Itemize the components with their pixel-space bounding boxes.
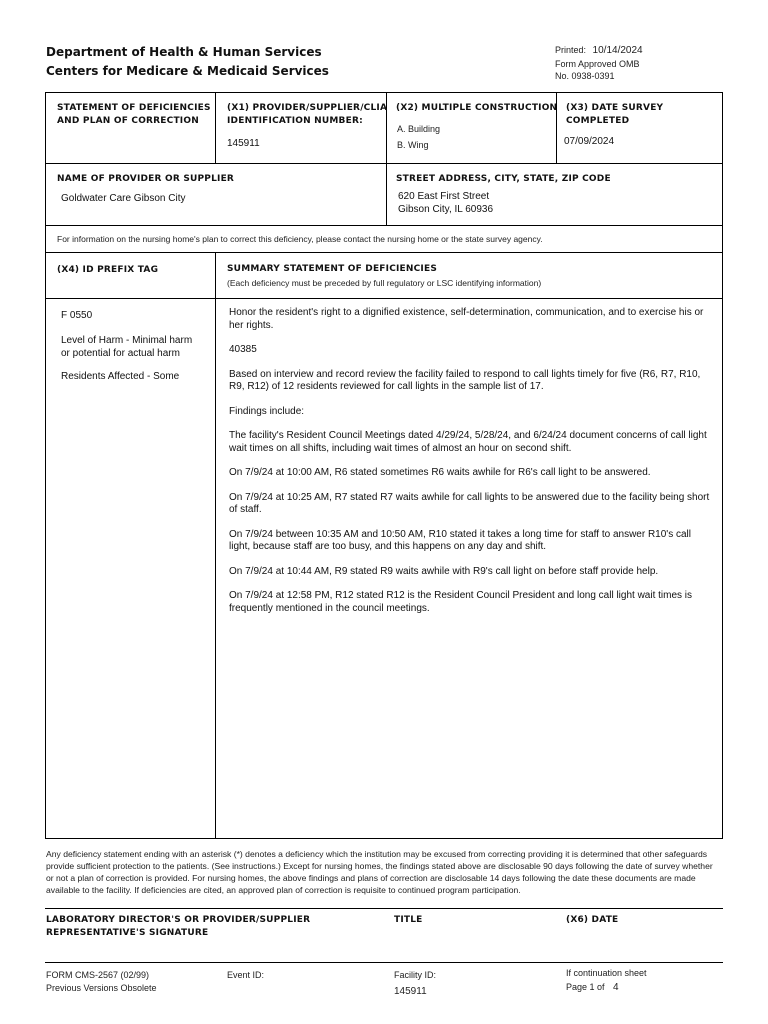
- provider-name-label: NAME OF PROVIDER OR SUPPLIER: [57, 174, 235, 184]
- printed-label: Printed:: [555, 45, 587, 55]
- continuation-note: If continuation sheet: [566, 968, 647, 978]
- disclaimer: Any deficiency statement ending with an asterisk (*) denotes a deficiency which the institution may be excused from correcting providing it is determined that other safeguards provide sufficient protection to the patients. (See instructions.) Except for nursing homes, the findings stated above are disclosable 90 days following the date of survey whether or not a plan of correction is provided. For nursing homes, the above findings and plans of correction are disclosable 14 days following the date these documents are made available to the facility. If deficiencies are cited, an approved plan of correction is requisite to continued program participation.: [46, 849, 713, 895]
- id-tag: F 0550: [61, 310, 93, 321]
- omb-number: No. 0938-0391: [555, 71, 615, 81]
- date-label: (X6) DATE: [566, 915, 619, 925]
- rule: [45, 92, 46, 839]
- deficiency-summary: [229, 307, 713, 627]
- summary-paragraph: On 7/9/24 at 10:25 AM, R7 stated R7 waits awhile for call lights to be answered due to the facility being short of staff.: [229, 491, 710, 515]
- statement-label: STATEMENT OF DEFICIENCIES AND PLAN OF CORRECTION: [57, 103, 211, 126]
- summary-paragraph: Honor the resident's right to a dignified existence, self-determination, communication, and to exercise his or her rights.: [229, 307, 704, 331]
- event-id-label: Event ID:: [227, 970, 265, 980]
- summary-paragraph: 40385: [229, 344, 257, 355]
- summary-paragraph: On 7/9/24 between 10:35 AM and 10:50 AM, R10 stated it takes a long time for staff to answer R10's call light, because staff are too busy, and this happens on any day and shift.: [229, 528, 691, 552]
- rule: [45, 962, 723, 963]
- obsolete-note: Previous Versions Obsolete: [46, 983, 157, 993]
- summary-paragraph: Based on interview and record review the facility failed to respond to call lights timely for five (R6, R7, R10, R9, R12) of 12 residents reviewed for call lights in the sample list of 17.: [229, 368, 701, 392]
- rule: [45, 252, 723, 253]
- x1-label: (X1) PROVIDER/SUPPLIER/CLIA IDENTIFICATION NUMBER:: [227, 103, 388, 126]
- form-approved: Form Approved OMB: [555, 59, 640, 69]
- summary-paragraph: On 7/9/24 at 10:44 AM, R9 stated R9 waits awhile with R9's call light on before staff provide help.: [229, 565, 659, 577]
- rule: [45, 298, 723, 299]
- page-label: Page 1 of: [566, 982, 605, 992]
- rule: [45, 92, 723, 93]
- centers-title: Centers for Medicare & Medicaid Services: [46, 64, 329, 78]
- printed-date: 10/14/2024: [592, 45, 643, 56]
- rule: [45, 838, 723, 839]
- page-total: 4: [613, 982, 619, 993]
- x2-label: (X2) MULTIPLE CONSTRUCTION: [396, 103, 558, 113]
- rule: [45, 163, 723, 164]
- info-note: For information on the nursing home's plan to correct this deficiency, please contact the nursing home or the state survey agency.: [57, 234, 543, 244]
- rule: [45, 225, 723, 226]
- x2-wing: B. Wing: [397, 140, 429, 150]
- survey-date-value: 07/09/2024: [564, 136, 615, 147]
- x3-label: (X3) DATE SURVEY COMPLETED: [566, 103, 664, 126]
- rule: [215, 252, 216, 839]
- form-number: FORM CMS-2567 (02/99): [46, 970, 150, 980]
- rule: [45, 908, 723, 909]
- summary-paragraph: The facility's Resident Council Meetings dated 4/29/24, 5/28/24, and 6/24/24 document concerns of call light wait times on all shifts, including wait times of almost an hour on second shift.: [229, 430, 707, 454]
- summary-paragraph: On 7/9/24 at 10:00 AM, R6 stated sometimes R6 waits awhile for R6's call light to be answered.: [229, 467, 651, 478]
- harm-level: Level of Harm - Minimal harm or potential for actual harm: [61, 335, 193, 359]
- x2-building: A. Building: [397, 124, 441, 134]
- provider-name-value: Goldwater Care Gibson City: [61, 193, 186, 204]
- summary-label: SUMMARY STATEMENT OF DEFICIENCIES: [227, 264, 438, 274]
- printed-info: [555, 44, 643, 57]
- summary-paragraph: Findings include:: [229, 405, 305, 417]
- facility-id-label: Facility ID:: [394, 970, 437, 980]
- summary-paragraph: On 7/9/24 at 12:58 PM, R12 stated R12 is the Resident Council President and long call light wait times is frequently mentioned in the council meetings.: [229, 590, 693, 614]
- summary-sub: (Each deficiency must be preceded by full regulatory or LSC identifying information): [227, 278, 542, 288]
- provider-id-value: 145911: [227, 138, 260, 149]
- address-label: STREET ADDRESS, CITY, STATE, ZIP CODE: [396, 174, 611, 184]
- facility-id-value: 145911: [394, 986, 427, 997]
- address-line1: 620 East First Street: [398, 191, 490, 202]
- page-count: [566, 981, 619, 994]
- signature-label: LABORATORY DIRECTOR'S OR PROVIDER/SUPPLIER REPRESENTATIVE'S SIGNATURE: [46, 915, 311, 938]
- rule: [215, 92, 216, 163]
- x4-label: (X4) ID PREFIX TAG: [57, 265, 159, 275]
- title-label: TITLE: [394, 915, 423, 925]
- residents-affected: Residents Affected - Some: [61, 371, 180, 382]
- department-title: Department of Health & Human Services: [46, 45, 322, 59]
- rule: [722, 92, 723, 839]
- address-line2: Gibson City, IL 60936: [398, 204, 494, 215]
